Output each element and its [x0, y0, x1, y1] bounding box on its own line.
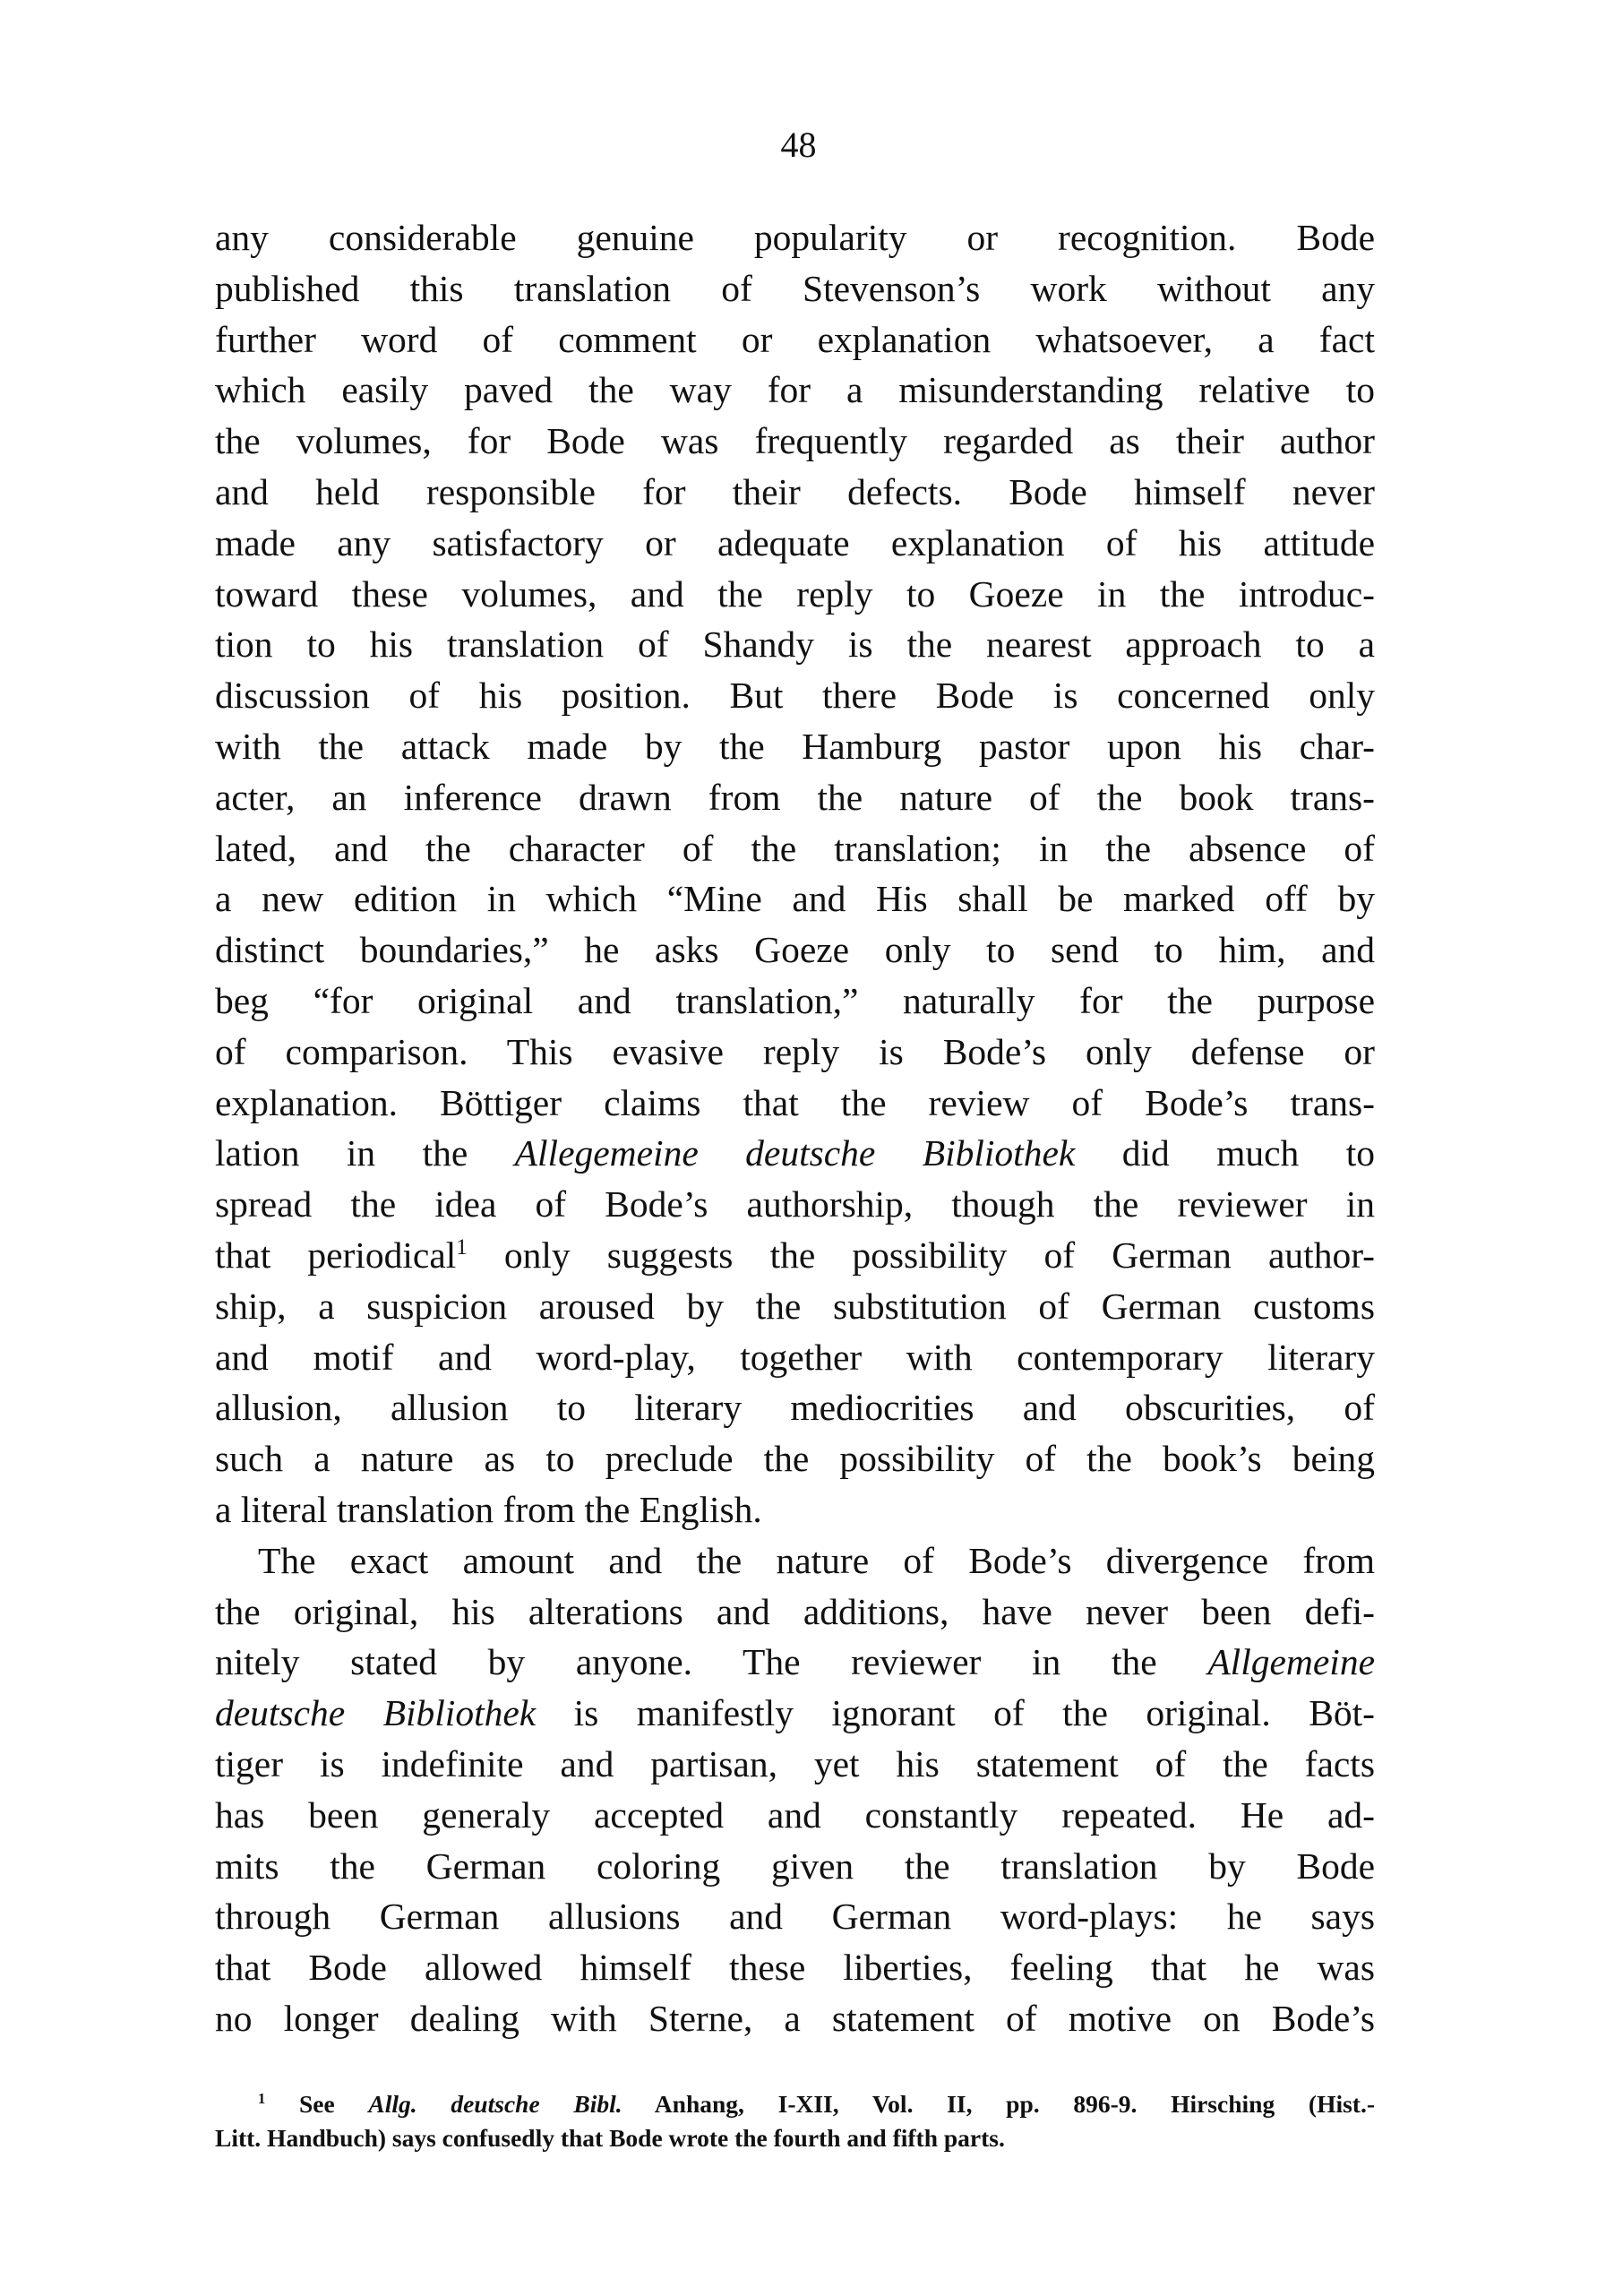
- text-run: and held responsible for their defects. Bode himself never: [215, 470, 1375, 512]
- footnote-line: [215, 2087, 1375, 2121]
- text-run: nitely stated by anyone. The reviewer in the: [215, 1641, 1208, 1683]
- text-run: lation in the: [215, 1132, 515, 1174]
- text-run: published this translation of Stevenson’s work without any: [215, 267, 1375, 309]
- text-run: tion to his translation of Shandy is the nearest approach to a: [215, 623, 1375, 666]
- text-run: Anhang, I-XII, Vol. II, pp. 896-9. Hirsching (Hist.-: [622, 2090, 1375, 2118]
- italic-title: Allegemeine deutsche Bibliothek: [514, 1132, 1076, 1174]
- text-line: [215, 976, 1375, 1027]
- text-line: [215, 1179, 1375, 1230]
- text-line: [215, 619, 1375, 670]
- body-text: [215, 212, 1375, 2044]
- text-line: [215, 1027, 1375, 1078]
- text-line: [215, 1433, 1375, 1484]
- text-line: [215, 1484, 1375, 1535]
- text-line: [215, 721, 1375, 772]
- text-run: acter, an inference drawn from the nature of the book trans-: [215, 776, 1375, 818]
- text-line: [215, 467, 1375, 518]
- text-run: is manifestly ignorant of the original. Böt-: [536, 1692, 1375, 1734]
- text-run: further word of comment or explanation whatsoever, a fact: [215, 318, 1375, 360]
- italic-title: Allg. deutsche Bibl.: [368, 2090, 622, 2118]
- text-run: toward these volumes, and the reply to Goeze in the introduc-: [215, 572, 1375, 615]
- text-run: lated, and the character of the translation; in the absence of: [215, 827, 1375, 869]
- text-run: beg “for original and translation,” naturally for the purpose: [215, 979, 1375, 1021]
- text-line: [215, 314, 1375, 365]
- italic-title: Allgemeine: [1207, 1641, 1375, 1683]
- footnote-marker: 1: [456, 1235, 468, 1260]
- text-line: [215, 518, 1375, 569]
- text-run: ship, a suspicion aroused by the substitution of German customs: [215, 1285, 1375, 1327]
- text-run: through German allusions and German word-plays: he says: [215, 1896, 1375, 1938]
- text-line: [215, 823, 1375, 874]
- text-run: of comparison. This evasive reply is Bode’s only defense or: [215, 1030, 1375, 1072]
- text-line: [215, 1230, 1375, 1281]
- text-line: [215, 1535, 1375, 1587]
- text-line: [215, 365, 1375, 416]
- page-number: 48: [780, 125, 817, 165]
- text-line: [215, 1841, 1375, 1892]
- text-run: and motif and word-play, together with contemporary literary: [215, 1336, 1375, 1378]
- text-run: The exact amount and the nature of Bode’s divergence from: [258, 1539, 1375, 1581]
- text-line: [215, 1942, 1375, 1993]
- footnote: [215, 2087, 1375, 2155]
- text-line: [215, 569, 1375, 620]
- text-run: Litt. Handbuch) says confusedly that Bode wrote the fourth and fifth parts.: [215, 2124, 1005, 2152]
- text-run: distinct boundaries,” he asks Goeze only to send to him, and: [215, 929, 1375, 971]
- text-line: [215, 1790, 1375, 1841]
- text-run: has been generaly accepted and constantly repeated. He ad-: [215, 1793, 1375, 1836]
- text-run: only suggests the possibility of German author-: [467, 1234, 1375, 1276]
- footnote-line: [215, 2121, 1375, 2155]
- text-line: [215, 1281, 1375, 1332]
- text-line: [215, 1993, 1375, 2044]
- text-run: tiger is indefinite and partisan, yet his statement of the facts: [215, 1742, 1375, 1784]
- text-line: [215, 1382, 1375, 1433]
- text-line: [215, 1587, 1375, 1638]
- text-run: any considerable genuine popularity or recognition. Bode: [215, 217, 1375, 258]
- text-line: [215, 1739, 1375, 1790]
- text-run: which easily paved the way for a misunderstanding relative to: [215, 369, 1375, 411]
- text-line: [215, 1891, 1375, 1942]
- text-run: explanation. Böttiger claims that the review of Bode’s trans-: [215, 1081, 1375, 1123]
- text-run: discussion of his position. But there Bode is concerned only: [215, 675, 1375, 717]
- italic-title: deutsche Bibliothek: [215, 1692, 537, 1734]
- text-run: mits the German coloring given the translation by Bode: [215, 1845, 1375, 1887]
- text-run: that periodical: [215, 1234, 457, 1276]
- text-line: [215, 670, 1375, 721]
- text-run: the volumes, for Bode was frequently regarded as their author: [215, 420, 1375, 462]
- text-run: the original, his alterations and additions, have never been defi-: [215, 1590, 1375, 1632]
- text-line: [215, 212, 1375, 263]
- text-line: [215, 416, 1375, 467]
- text-line: [215, 1688, 1375, 1739]
- text-line: [215, 873, 1375, 924]
- text-run: allusion, allusion to literary mediocrities and obscurities, of: [215, 1387, 1375, 1429]
- text-run: a literal translation from the English.: [215, 1488, 762, 1530]
- text-line: [215, 1078, 1375, 1129]
- text-run: such a nature as to preclude the possibility of the book’s being: [215, 1438, 1375, 1480]
- text-line: [215, 924, 1375, 976]
- text-line: [215, 263, 1375, 314]
- text-run: made any satisfactory or adequate explanation of his attitude: [215, 521, 1375, 563]
- text-run: with the attack made by the Hamburg pastor upon his char-: [215, 725, 1375, 767]
- text-run: did much to: [1075, 1132, 1375, 1174]
- text-line: [215, 1128, 1375, 1179]
- text-run: spread the idea of Bode’s authorship, though the reviewer in: [215, 1183, 1375, 1225]
- text-run: no longer dealing with Sterne, a statement of motive on Bode’s: [215, 1997, 1375, 2039]
- text-line: [215, 1637, 1375, 1688]
- text-run: that Bode allowed himself these liberties, feeling that he was: [215, 1947, 1375, 1989]
- text-run: See: [265, 2090, 369, 2118]
- footnote-marker: 1: [258, 2089, 266, 2107]
- text-line: [215, 772, 1375, 823]
- text-line: [215, 1332, 1375, 1383]
- text-run: a new edition in which “Mine and His shall be marked off by: [215, 878, 1375, 920]
